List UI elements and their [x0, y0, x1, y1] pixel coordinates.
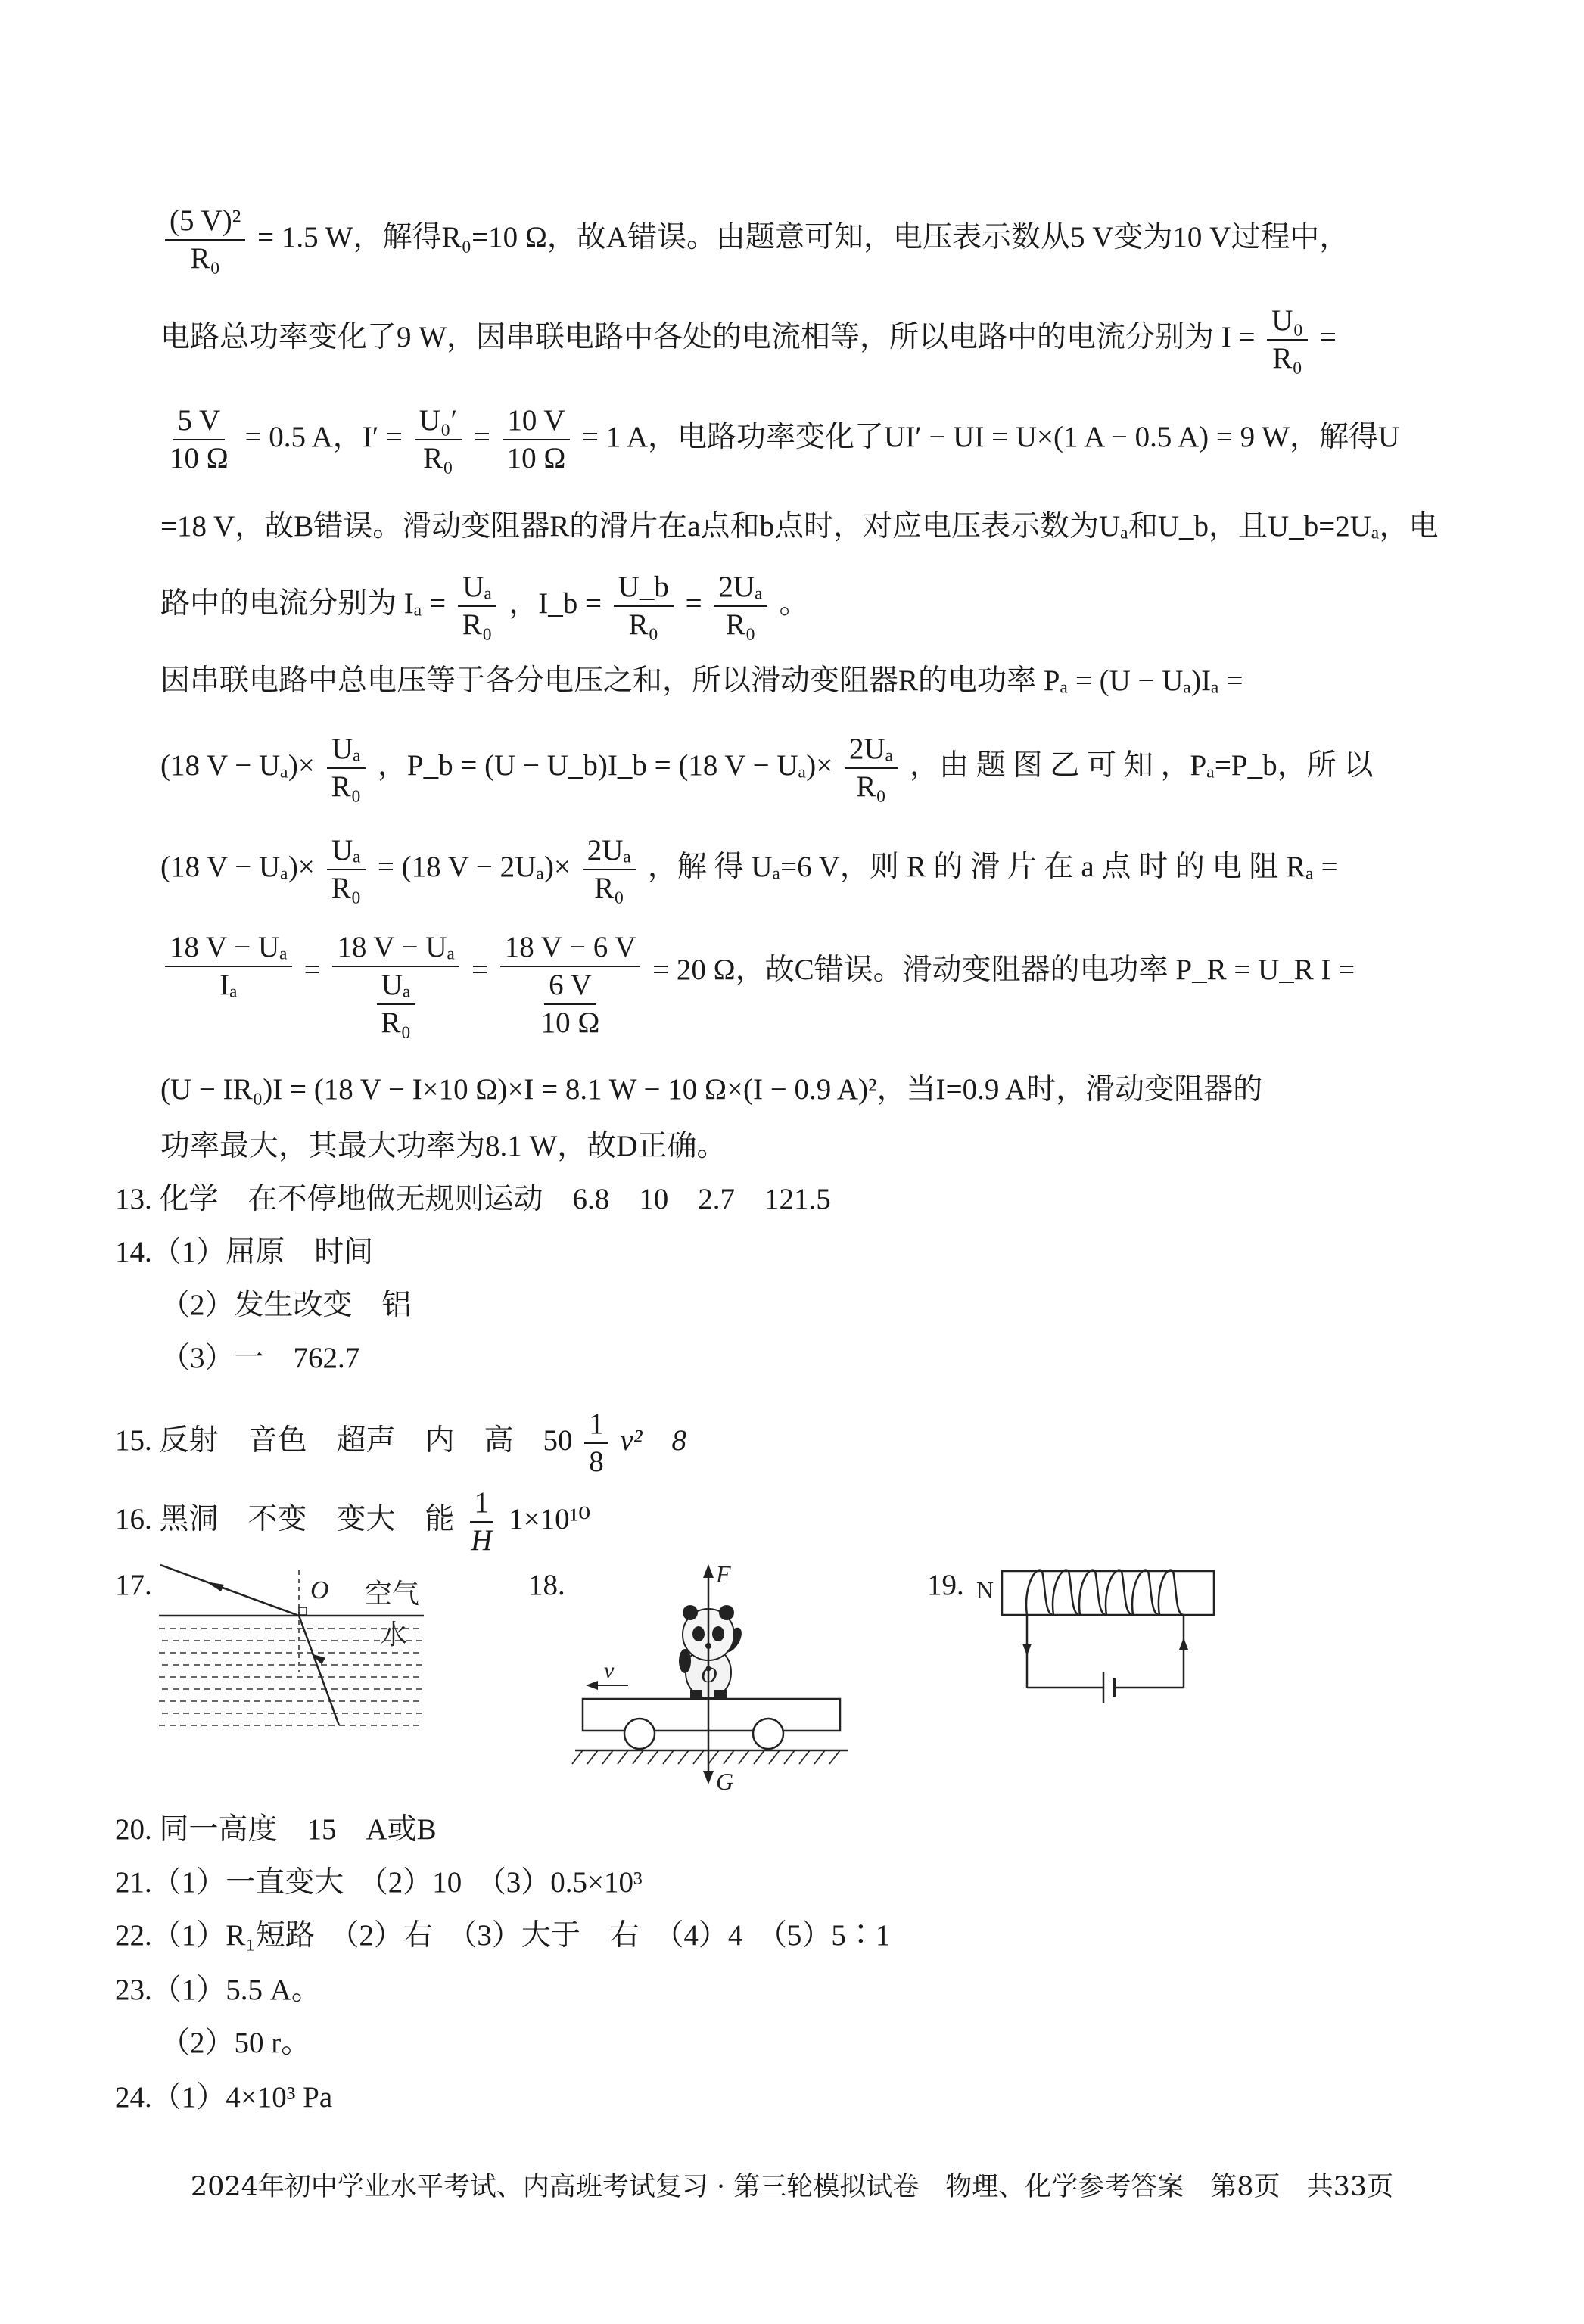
fraction: $\frac{\text{2Uₐ}}{\text{R₀}}$	[845, 731, 898, 805]
solution-line-4: =18 V，故B错误。滑动变阻器R的滑片在a点和b点时，对应电压表示数为Uₐ和U_b，且U_b=2Uₐ，电	[160, 510, 1439, 543]
fraction: $\frac{5 V}{10 \Omega}$	[170, 404, 229, 474]
figure-19-n-label: N	[976, 1576, 994, 1604]
figure-18-v-label: v	[604, 1658, 615, 1683]
fraction: $\frac{\text{U₀′}}{\text{R₀}}$	[415, 403, 462, 477]
answer-20: 20. 同一高度 15 A或B	[115, 1813, 437, 1846]
solution-line-7: (18 V − Uₐ)× $\frac{\text{Uₐ}}{\text{R₀}}$ ，P_b = (U − U_b)I_b = (18 V − Uₐ)× $\frac{\text{2Uₐ}}{\text{R₀}}$ ，由 题 图 乙 可 知 ，Pₐ=P_b，所 以	[160, 731, 1373, 805]
figure-19-solenoid	[970, 1559, 1228, 1710]
fraction: $\frac{\text{Uₐ}}{\text{R₀}}$	[327, 832, 366, 907]
solution-line-9: $\frac{\text{18 V − Uₐ}}{\text{Iₐ}}$ = $\frac{\text{18 V − Uₐ}}{\frac{\text{Uₐ}}{\text{R₀}}}$ = $\frac{18 V - 6 V}{\frac{6 V}{10 \Omega}}$ = 20 Ω，故C错误。滑动变阻器的电功率 P_R = U_R I =	[160, 929, 1355, 1041]
fraction: $\frac{1}{8}$	[584, 1406, 608, 1480]
fraction: $\frac{\text{(5 V)²}}{\text{R₀}}$	[165, 203, 245, 277]
answer-15: 15. 反射 音色 超声 内 高 50 $\frac{1}{8}$ v² 8	[115, 1406, 686, 1480]
fraction: $\frac{\text{U₀}}{\text{R₀}}$	[1267, 303, 1308, 377]
fraction: $\frac{\text{18 V − Uₐ}}{\frac{\text{Uₐ}}{\text{R₀}}}$	[332, 929, 459, 1041]
fraction: $\frac{\text{2Uₐ}}{\text{R₀}}$	[714, 569, 767, 643]
answer-21: 21.（1）一直变大 （2）10 （3）0.5×10³	[115, 1866, 643, 1899]
fraction: $\frac{\text{Uₐ}}{\text{R₀}}$	[376, 967, 415, 1041]
answer-23-1: 23.（1）5.5 A。	[115, 1974, 321, 2006]
fraction: $\frac{1}{H}$	[471, 1486, 493, 1557]
figure-17-label: 17.	[115, 1569, 152, 1601]
solution-line-1: $\frac{\text{(5 V)²}}{\text{R₀}}$ = 1.5 W，解得R₀=10 Ω，故A错误。由题意可知，电压表示数从5 V变为10 V过程中，	[160, 203, 1349, 277]
fraction: $\frac{\text{Uₐ}}{\text{R₀}}$	[458, 569, 497, 643]
solution-line-3: $\frac{5 V}{10 \Omega}$ = 0.5 A，I′ = $\frac{\text{U₀′}}{\text{R₀}}$ = $\frac{10 V}{10 \Omega}$ = 1 A，电路功率变化了UI′ − UI = U×(1 A − 0.5 A) = 9 W，解得U	[160, 403, 1399, 477]
figure-18-g-label: G	[716, 1768, 734, 1795]
figure-17-water-label: 水	[380, 1619, 408, 1650]
answer-14-2: （2）发生改变 铝	[160, 1289, 412, 1321]
figure-18-o-label: O	[701, 1663, 717, 1688]
solution-line-11: 功率最大，其最大功率为8.1 W，故D正确。	[160, 1130, 727, 1162]
fraction: $\frac{\text{18 V − Uₐ}}{\text{Iₐ}}$	[165, 929, 292, 1003]
fraction: $\frac{18 V - 6 V}{\frac{6 V}{10 \Omega}}$	[500, 929, 641, 1041]
figure-17-refraction	[151, 1559, 439, 1733]
fraction: $\frac{10 V}{10 \Omega}$	[503, 403, 571, 477]
answer-24-1: 24.（1）4×10³ Pa	[115, 2081, 333, 2114]
answer-16: 16. 黑洞 不变 变大 能 $\frac{1}{H}$ 1×10¹⁰	[115, 1485, 590, 1559]
fraction: $\frac{\text{Uₐ}}{\text{R₀}}$	[327, 731, 366, 805]
figure-18-forces	[568, 1555, 855, 1797]
solution-line-8: (18 V − Uₐ)× $\frac{\text{Uₐ}}{\text{R₀}}$ = (18 V − 2Uₐ)× $\frac{\text{2Uₐ}}{\text{R₀}}$ ，解 得 Uₐ=6 V，则 R 的 滑 片 在 a 点 时 的 电 阻 Rₐ =	[160, 832, 1338, 907]
answer-13: 13. 化学 在不停地做无规则运动 6.8 10 2.7 121.5	[115, 1183, 831, 1215]
fraction: $\frac{U\_b}{\text{R₀}}$	[614, 569, 674, 643]
figure-19-label: 19.	[927, 1569, 964, 1601]
fraction: $\frac{\text{2Uₐ}}{\text{R₀}}$	[583, 832, 636, 907]
solution-line-10: (U − IR₀)I = (18 V − I×10 Ω)×I = 8.1 W − 10 Ω×(I − 0.9 A)²，当I=0.9 A时，滑动变阻器的	[160, 1073, 1263, 1106]
page-footer: 2024年初中学业水平考试、内高班考试复习 · 第三轮模拟试卷 物理、化学参考答案 第8页 共33页	[190, 2172, 1394, 2202]
answer-14-3: （3）一 762.7	[160, 1342, 360, 1374]
solution-line-2: 电路总功率变化了9 W，因串联电路中各处的电流相等，所以电路中的电流分别为 I = $\frac{\text{U₀}}{\text{R₀}}$ =	[160, 303, 1337, 377]
answer-22: 22.（1）R₁短路 （2）右 （3）大于 右 （4）4 （5）5∶1	[115, 1919, 891, 1952]
figure-17-point-o: O	[310, 1576, 329, 1604]
answer-23-2: （2）50 r。	[160, 2027, 311, 2059]
figure-17-air-label: 空气	[365, 1579, 420, 1609]
solution-line-6: 因串联电路中总电压等于各分电压之和，所以滑动变阻器R的电功率 Pₐ = (U − Uₐ)Iₐ =	[160, 664, 1243, 697]
figure-18-label: 18.	[528, 1569, 565, 1601]
figure-18-f-label: F	[716, 1560, 731, 1588]
fraction: $\frac{6 V}{10 \Omega}$	[540, 969, 600, 1039]
answer-14-1: 14.（1）屈原 时间	[115, 1236, 374, 1268]
solution-line-5: 路中的电流分别为 Iₐ = $\frac{\text{Uₐ}}{\text{R₀}}$ ，I_b = $\frac{U\_b}{\text{R₀}}$ = $\frac{\text{2Uₐ}}{\text{R₀}}$ 。	[160, 569, 809, 643]
